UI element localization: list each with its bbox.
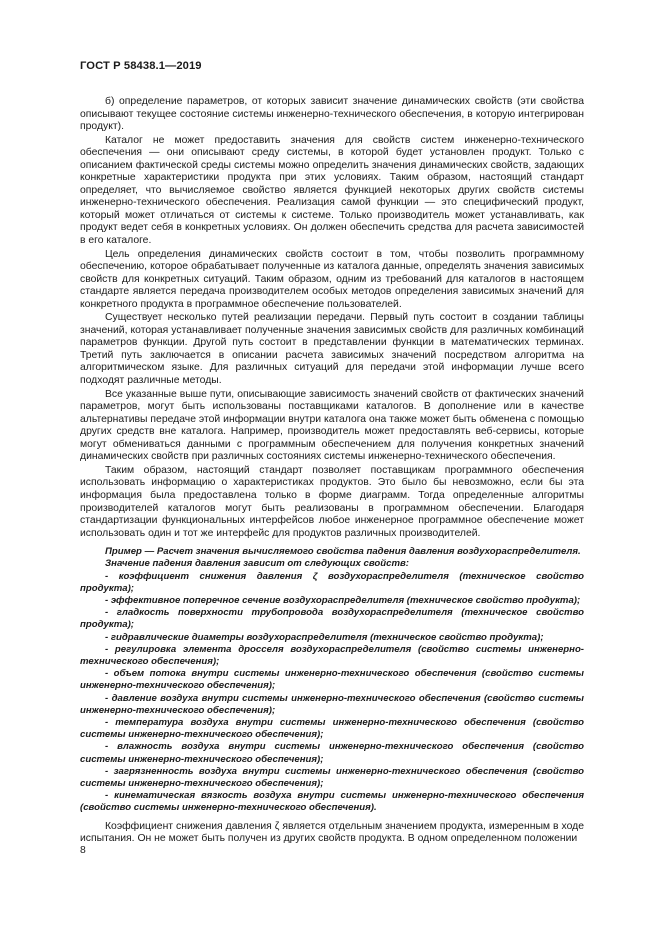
example-intro: Значение падения давления зависит от следующих свойств: [105, 558, 409, 570]
closing-paragraph: Коэффициент снижения давления ζ является отдельным значением продукта, измеренным в ходе испытания. Он не может быть получен из других свойств продукта. В одном определенном положении [80, 820, 584, 845]
standard-header: ГОСТ Р 58438.1—2019 [80, 60, 202, 72]
example-item: - давление воздуха внутри системы инженерно-технического обеспечения (свойство системы инженерно-технического обеспечения); [80, 692, 584, 716]
example-item: - температура воздуха внутри системы инженерно-технического обеспечения (свойство системы инженерно-технического обеспечения); [80, 716, 584, 741]
example-item: - объем потока внутри системы инженерно-технического обеспечения (свойство системы инженерно-технического обеспечения); [80, 668, 584, 692]
example-item: - загрязненность воздуха внутри системы инженерно-технического обеспечения (свойство системы инженерно-технического обеспечения); [80, 765, 584, 789]
example-item: - эффективное поперечное сечение воздухораспределителя (техническое свойство продукта); [105, 594, 581, 606]
paragraph: Существует несколько путей реализации передачи. Первый путь состоит в создании таблицы значений, которая устанавливает полученные значения зависимых свойств для различных комбинаций параметров функции. Другой путь состоит в представлении функции в математических терминах. Третий путь заключается в описании расчета зависимых значений посредством алгоритма на алгоритмическом языке. Для различных ситуаций для передачи этой информации лучше всего подходят различные методы. [80, 312, 584, 387]
example-block [80, 546, 584, 814]
page-number: 8 [80, 845, 86, 856]
paragraph: Каталог не может предоставить значения для свойств систем инженерно-технического обеспечения — они описывают среду системы, в которой будет установлен продукт. Только с описанием фактической среды системы можно определить значения динамических свойств, задающих конкретные характеристики продукта при этих условиях. Таким образом, настоящий стандарт определяет, что вычисляемое свойство является функцией некоторых других свойств системы инженерно-технического обеспечения. Реализация самой функции — это специфический продукт, который может отличаться от системы к системе. Только производитель может устанавливать, как продукт ведет себя в конкретных условиях. Он должен обеспечить средства для расчета зависимостей в его каталоге. [80, 134, 584, 247]
paragraph: Цель определения динамических свойств состоит в том, чтобы позволить программному обеспечению, которое обрабатывает полученные из каталога данные, определять значения зависимых свойств для конкретных ситуаций. Таким образом, одним из требований для каталогов в настоящем стандарте является передача производителем особых методов определения зависимых значений для конкретного продукта в программное обеспечение пользователей. [80, 248, 584, 310]
example-item: - регулировка элемента дросселя воздухораспределителя (свойство системы инженерно-технического обеспечения); [80, 643, 584, 667]
paragraph: б) определение параметров, от которых зависит значение динамических свойств (эти свойства описывают текущее состояние системы инженерно-технического обеспечения, в которую интегрирован продукт). [80, 96, 584, 133]
example-item: - коэффициент снижения давления ζ воздухораспределителя (техническое свойство продукта); [80, 570, 584, 594]
document-body [80, 96, 584, 846]
paragraph: Таким образом, настоящий стандарт позволяет поставщикам программного обеспечения использовать информацию о характеристиках продуктов. Это было бы невозможно, если бы эта информация была предоставлена только в форме диаграмм. Тогда определенные алгоритмы производителей каталогов могут быть реализованы в программном обеспечении. Благодаря стандартизации функциональных интерфейсов любое инженерное программное обеспечение может использовать один и тот же интерфейс для продуктов различных производителей. [80, 464, 584, 539]
example-item: - влажность воздуха внутри системы инженерно-технического обеспечения (свойство системы инженерно-технического обеспечения); [80, 741, 584, 765]
example-item: - гладкость поверхности трубопровода воздухораспределителя (техническое свойство продукта); [80, 607, 584, 631]
example-title: Пример — Расчет значения вычисляемого свойства падения давления воздухораспределителя. [105, 546, 581, 558]
paragraph: Все указанные выше пути, описывающие зависимость значений свойств от фактических значений параметров, могут быть использованы поставщиками каталогов. В дополнение или в качестве альтернативы передаче этой информации внутри каталога она также может быть обменена с помощью других средств вне каталога. Например, производитель может предоставлять веб-сервисы, которые могут обмениваться данными с программным обеспечением для получения конкретных значений динамических свойств при различных состояниях системы инженерно-технического обеспечения. [80, 388, 584, 463]
example-item: - кинематическая вязкость воздуха внутри системы инженерно-технического обеспечения (свойство системы инженерно-технического обеспечения). [80, 790, 584, 814]
example-item: - гидравлические диаметры воздухораспределителя (техническое свойство продукта); [105, 631, 544, 643]
